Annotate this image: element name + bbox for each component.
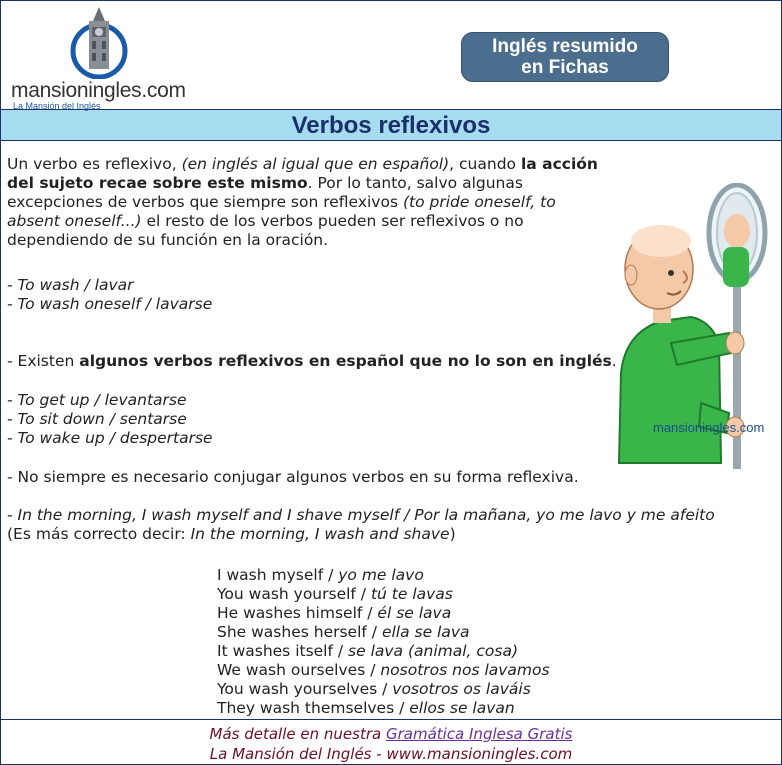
intro-text-c: , cuando (449, 155, 521, 173)
conjugation-row: You wash yourself / tú te lavas (217, 585, 453, 603)
example-item: - To wash oneself / lavarse (7, 295, 213, 313)
conjugation-row: It washes itself / se lava (animal, cosa) (217, 642, 519, 660)
fichas-button-line1: Inglés resumido (492, 36, 638, 57)
title-bar (1, 110, 781, 141)
intro-text-b: (en inglés al igual que en español) (181, 155, 450, 173)
footer-row1: Más detalle en nuestra Gramática Inglesa Gratis (209, 725, 573, 743)
content-area (1, 141, 781, 719)
intro-text-f: (to pride oneself, to absent oneself...) (7, 193, 556, 230)
example-3-line2: (Es más correcto decir: In the morning, I wash and shave) (7, 525, 456, 543)
section-2: - Existen algunos verbos reflexivos en español que no lo son en inglés. (7, 352, 617, 370)
fichas-button-line2: en Fichas (521, 57, 609, 78)
tower-logo-icon (65, 7, 135, 79)
intro-text-a: Un verbo es reflexivo, (7, 155, 182, 173)
conjugation-list (217, 566, 550, 718)
section-3: - No siempre es necesario conjugar algunos verbos en su forma reflexiva. (7, 468, 579, 486)
example-item: - To get up / levantarse (7, 391, 187, 409)
header (1, 1, 781, 110)
examples-1 (7, 276, 212, 314)
conjugation-row: We wash ourselves / nosotros nos lavamos (217, 661, 550, 679)
conjugation-row: I wash myself / yo me lavo (217, 566, 424, 584)
example-item: - To wash / lavar (7, 276, 134, 294)
logo-text: mansioningles.com (11, 79, 186, 102)
logo-subtitle: La Mansión del Inglés (13, 101, 101, 111)
conjugation-row: They wash themselves / ellos se lavan (217, 699, 515, 717)
intro-paragraph (7, 155, 607, 250)
example-item: - To sit down / sentarse (7, 410, 187, 428)
site-logo[interactable] (7, 7, 207, 111)
example-item: - To wake up / despertarse (7, 429, 213, 447)
page-title: Verbos reflexivos (291, 112, 491, 139)
intro-text-d: la acción del sujeto recae sobre este mismo (7, 155, 598, 192)
fichas-button[interactable] (461, 32, 669, 82)
grammar-link[interactable]: Gramática Inglesa Gratis (385, 725, 573, 743)
footer (1, 719, 781, 765)
intro-text-e: . Por lo tanto, salvo algunas excepciones de verbos que siempre son reflexivos (7, 174, 523, 211)
examples-2 (7, 391, 213, 448)
watermark: mansioningles.com (653, 420, 765, 435)
intro-text-g: el resto de los verbos pueden ser reflexivos o no dependiendo de su función en la oración. (7, 212, 524, 249)
example-3 (7, 506, 715, 544)
conjugation-row: You wash yourselves / vosotros os laváis (217, 680, 531, 698)
example-3-line1: - In the morning, I wash myself and I shave myself / Por la mañana, yo me lavo y me afeito (7, 506, 715, 524)
conjugation-row: She washes herself / ella se lava (217, 623, 470, 641)
footer-row2: La Mansión del Inglés - www.mansioningles.com (209, 745, 573, 763)
conjugation-row: He washes himself / él se lava (217, 604, 452, 622)
